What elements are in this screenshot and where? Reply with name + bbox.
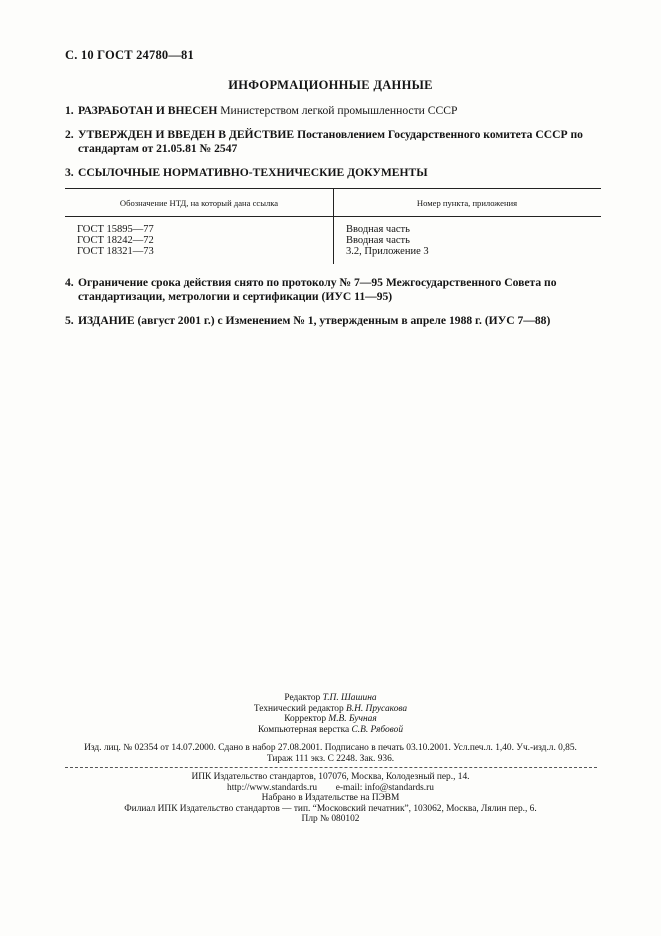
item-number: 2. xyxy=(65,128,74,141)
item-number: 5. xyxy=(65,314,74,327)
dashed-divider xyxy=(65,767,597,768)
credit-line xyxy=(0,714,661,725)
credit-role: Корректор xyxy=(284,714,327,725)
section-title: ИНФОРМАЦИОННЫЕ ДАННЫЕ xyxy=(228,78,433,92)
info-item-5 xyxy=(65,314,605,328)
publisher-line: http://www.standards.ru e-mail: info@standards.ru xyxy=(227,782,434,793)
credit-role: Компьютерная верстка xyxy=(257,724,350,735)
table-cell-ref: Вводная часть xyxy=(346,235,410,246)
credit-line xyxy=(0,693,661,704)
credit-name: С.В. Рябовой xyxy=(351,724,404,735)
item-number: 3. xyxy=(65,166,74,179)
table-cell-ref: Вводная часть xyxy=(346,224,410,235)
table-cell-doc: ГОСТ 18321—73 xyxy=(77,246,154,257)
credit-name: В.Н. Прусакова xyxy=(346,703,408,714)
credit-role: Редактор xyxy=(284,693,321,703)
item-text: Министерством легкой промышленности СССР xyxy=(217,104,458,117)
table-cell-ref: 3.2, Приложение 3 xyxy=(346,246,429,257)
item-number: 4. xyxy=(65,276,74,289)
references-table xyxy=(65,188,601,264)
ref-column xyxy=(346,224,429,257)
imprint-line: Изд. лиц. № 02354 от 14.07.2000. Сдано в набор 27.08.2001. Подписано в печать 03.10.2001. Усл.печ.л. 1,40. Уч.-изд.л. 0,85. xyxy=(84,743,577,753)
item-text: ИЗДАНИЕ (август 2001 г.) с Изменением № 1, утвержденным в апреле 1988 г. (ИУС 7—88) xyxy=(78,314,551,327)
item-text: Ограничение срока действия снято по протоколу № 7—95 Межгосударственного Совета по стандартизации, метрологии и сертификации (ИУС 11—95) xyxy=(78,276,557,303)
credit-role: Технический редактор xyxy=(253,703,344,714)
item-text: Постановлением Государственного комитета СССР по стандартам от 21.05.81 № 2547 xyxy=(78,128,583,155)
credit-name: Т.П. Шашина xyxy=(322,693,377,703)
table-header-doc: Обозначение НТД, на который дана ссылка xyxy=(119,198,279,208)
publisher-line: Набрано в Издательстве на ПЭВМ xyxy=(261,793,400,804)
publisher-block xyxy=(0,772,661,825)
credit-line xyxy=(0,704,661,715)
publisher-line: Филиал ИПК Издательство стандартов — тип. “Московский печатник”, 103062, Москва, Лялин пер., 6. xyxy=(124,803,537,814)
imprint-line: Тираж 111 экз. С 2248. Зак. 936. xyxy=(266,753,395,764)
credit-name: М.В. Бучная xyxy=(328,714,377,725)
publisher-line: ИПК Издательство стандартов, 107076, Москва, Колодезный пер., 14. xyxy=(191,772,470,782)
info-item-3 xyxy=(65,166,605,180)
doc-column xyxy=(77,224,154,257)
credits-block xyxy=(0,693,661,735)
info-item-4 xyxy=(65,276,605,304)
item-number: 1. xyxy=(65,104,74,117)
info-item-2 xyxy=(65,128,605,156)
item-heading: РАЗРАБОТАН И ВНЕСЕН xyxy=(78,104,218,117)
info-item-1 xyxy=(65,104,605,118)
item-heading: ССЫЛОЧНЫЕ НОРМАТИВНО-ТЕХНИЧЕСКИЕ ДОКУМЕНТЫ xyxy=(78,166,428,179)
imprint-block xyxy=(0,743,661,764)
item-heading: УТВЕРЖДЕН И ВВЕДЕН В ДЕЙСТВИЕ xyxy=(78,128,295,141)
publisher-line: Плр № 080102 xyxy=(301,814,360,825)
page-header: С. 10 ГОСТ 24780—81 xyxy=(65,48,194,62)
table-header-ref: Номер пункта, приложения xyxy=(416,198,518,208)
credit-line xyxy=(0,725,661,736)
table-cell-doc: ГОСТ 15895—77 xyxy=(77,224,154,235)
table-cell-doc: ГОСТ 18242—72 xyxy=(77,235,154,246)
